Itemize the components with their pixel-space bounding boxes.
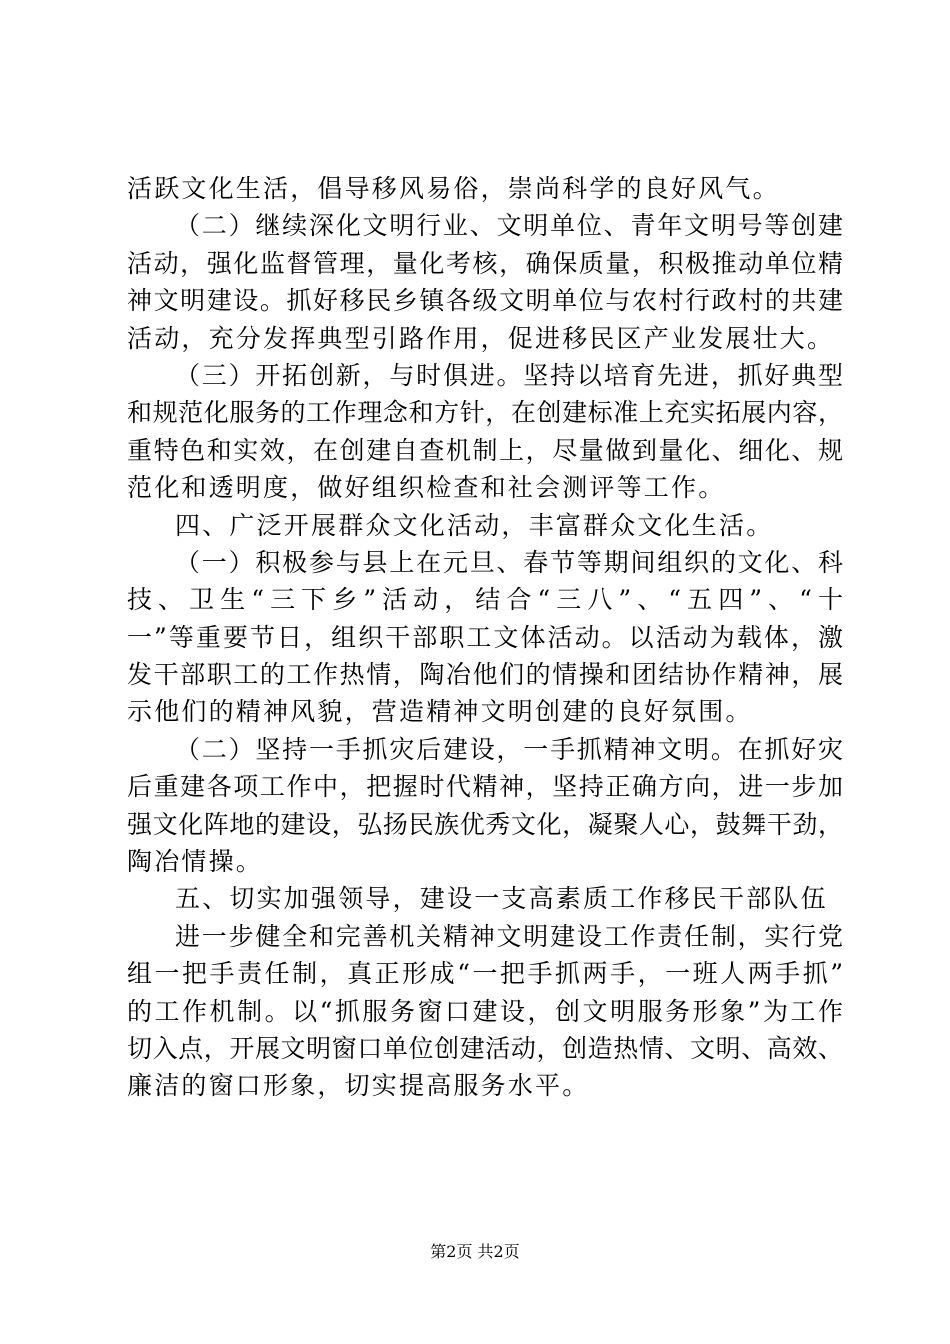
section-heading: 五、切实加强领导，建设一支高素质工作移民干部队伍 — [175, 884, 828, 914]
text-line: 神文明建设。抓好移民乡镇各级文明单位与农村行政村的共建 — [127, 286, 843, 316]
page-number: 第2页 共2页 — [430, 1242, 520, 1261]
text-line: （二）坚持一手抓灾后建设，一手抓精神文明。在抓好灾 — [175, 734, 843, 764]
text-line: 后重建各项工作中，把握时代精神，坚持正确方向，进一步加 — [127, 772, 843, 802]
text-line: 切入点，开展文明窗口单位创建活动，创造热情、文明、高效、 — [127, 1033, 843, 1063]
text-line: 范化和透明度，做好组织检查和社会测评等工作。 — [127, 473, 726, 503]
text-line: 活动，充分发挥典型引路作用，促进移民区产业发展壮大。 — [127, 323, 835, 353]
text-line: 重特色和实效，在创建自查机制上，尽量做到量化、细化、规 — [127, 435, 843, 465]
text-line: 进一步健全和完善机关精神文明建设工作责任制，实行党 — [175, 921, 843, 951]
text-line: 技、卫生“三下乡”活动，结合“三八”、“五四”、“十 — [127, 585, 843, 615]
text-line: 一”等重要节日，组织干部职工文体活动。以活动为载体，激 — [127, 622, 843, 652]
section-heading: 四、广泛开展群众文化活动，丰富群众文化生活。 — [175, 510, 774, 540]
text-line: 活动，强化监督管理，量化考核，确保质量，积极推动单位精 — [127, 248, 843, 278]
text-line: 强文化阵地的建设，弘扬民族优秀文化，凝聚人心，鼓舞干劲， — [127, 809, 843, 839]
text-line: 的工作机制。以“抓服务窗口建设，创文明服务形象”为工作 — [127, 996, 843, 1026]
text-line: 示他们的精神风貌，营造精神文明创建的良好氛围。 — [127, 697, 753, 727]
text-line: 活跃文化生活，倡导移风易俗，崇尚科学的良好风气。 — [127, 174, 780, 203]
text-line: （二）继续深化文明行业、文明单位、青年文明号等创建 — [175, 211, 843, 241]
text-line: 陶冶情操。 — [127, 847, 264, 877]
text-line: （三）开拓创新，与时俱进。坚持以培育先进，抓好典型 — [175, 360, 843, 390]
text-line: 和规范化服务的工作理念和方针，在创建标准上充实拓展内容， — [127, 398, 843, 428]
document-body — [127, 170, 843, 1105]
text-line: 组一把手责任制，真正形成“一把手抓两手，一班人两手抓” — [127, 959, 843, 989]
text-line: 发干部职工的工作热情，陶冶他们的情操和团结协作精神，展 — [127, 660, 843, 690]
text-line: （一）积极参与县上在元旦、春节等期间组织的文化、科 — [175, 547, 843, 577]
text-line: 廉洁的窗口形象，切实提高服务水平。 — [127, 1071, 590, 1101]
